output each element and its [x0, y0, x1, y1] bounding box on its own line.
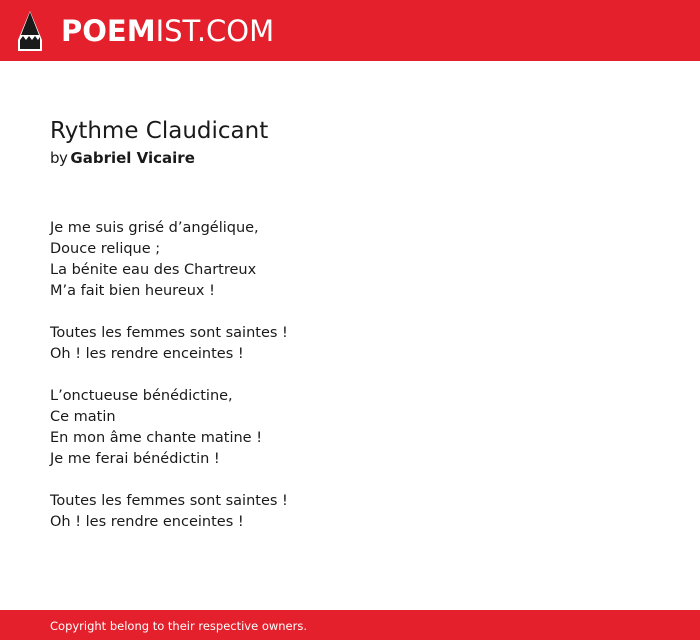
stanza: [50, 491, 650, 533]
poem-line: Oh ! les rendre enceintes !: [50, 514, 244, 530]
copyright-text: Copyright belong to their respective owners.: [50, 619, 308, 633]
poem-heading: [50, 116, 650, 169]
poem-line: Douce relique ;: [50, 241, 161, 257]
brand-strong-text: POEM: [61, 14, 156, 48]
poem-line: Ce matin: [50, 409, 116, 425]
poem-line: Oh ! les rendre enceintes !: [50, 346, 244, 362]
stanza: [50, 218, 650, 302]
poem-line: L’onctueuse bénédictine,: [50, 388, 233, 404]
poem-line: La bénite eau des Chartreux: [50, 262, 257, 278]
poem-author-link[interactable]: Gabriel Vicaire: [70, 149, 195, 167]
pencil-tip-icon[interactable]: [17, 10, 43, 52]
brand-light-text: IST.COM: [155, 14, 275, 48]
poem-title: Rythme Claudicant: [50, 118, 269, 144]
site-logo-wordmark[interactable]: [61, 14, 274, 48]
stanza: [50, 323, 650, 365]
poem-body: [50, 218, 650, 554]
poem-line: Je me ferai bénédictin !: [50, 451, 220, 467]
poem-line: Toutes les femmes sont saintes !: [50, 493, 288, 509]
poem-line: En mon âme chante matine !: [50, 430, 263, 446]
poem-byline: [50, 147, 650, 169]
poem-line: Toutes les femmes sont saintes !: [50, 325, 288, 341]
poem-line: Je me suis grisé d’angélique,: [50, 220, 259, 236]
stanza: [50, 386, 650, 470]
by-label: by: [50, 149, 68, 167]
poem-line: M’a fait bien heureux !: [50, 283, 215, 299]
site-header: [0, 0, 700, 61]
site-footer: [0, 610, 700, 640]
